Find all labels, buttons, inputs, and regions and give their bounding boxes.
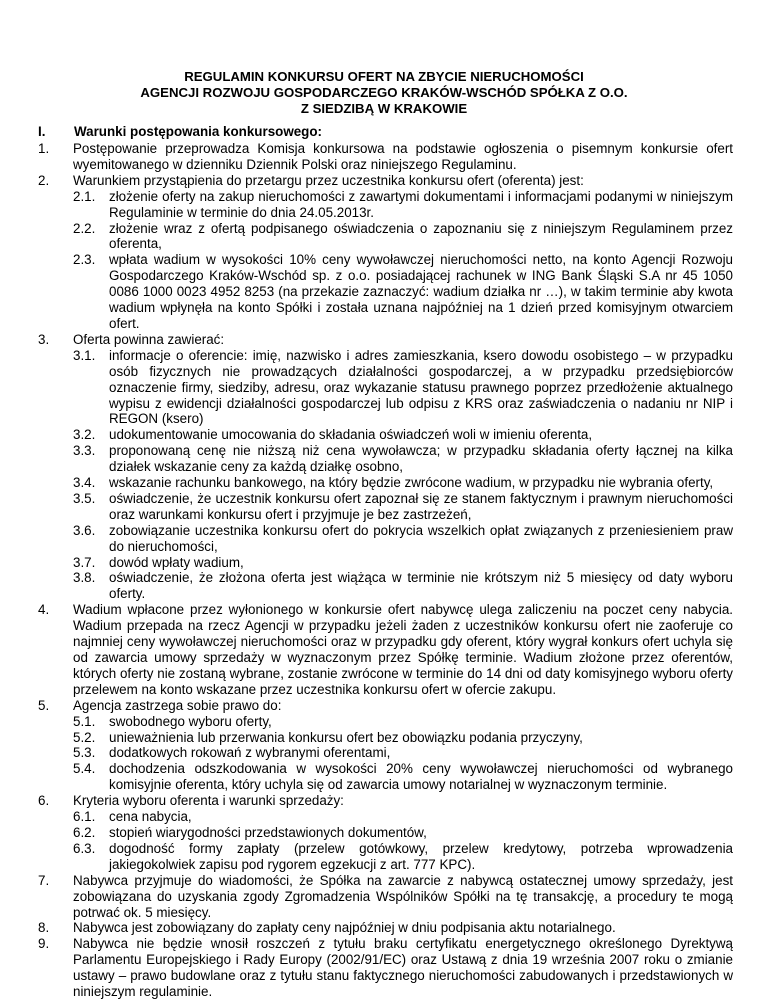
sub-list-item [73,745,733,761]
list-item-text: Nabywca przyjmuje do wiadomości, że Spółka na zawarcie z nabywcą ostatecznej umowy sprzedaży, jest zobowiązana do uzyskania zgody Zgromadzenia Wspólników Spółki na tę transakcję, a procedury te mogą potrwać ok. 5 miesięcy. [73,872,733,920]
sub-list-item [73,523,733,555]
sub-list-item [73,221,733,253]
list-item-text: Postępowanie przeprowadza Komisja konkursowa na podstawie ogłoszenia o pisemnym konkursie ofert wyemitowanego w dzienniku Dziennik Polski oraz niniejszego Regulaminu. [73,141,733,172]
sub-list-item-number: 2.3. [73,252,96,268]
sub-list-item [73,348,733,428]
list-item [38,936,733,1000]
title-line-1: REGULAMIN KONKURSU OFERT NA ZBYCIE NIERUCHOMOŚCI [184,69,584,84]
sub-list-item [73,570,733,602]
document-title [0,69,768,117]
list-item [38,141,733,173]
sub-list-item-number: 3.4. [73,475,96,491]
sub-list-item-text: złożenie wraz z ofertą podpisanego oświadczenia o zapoznaniu się z niniejszym Regulaminem przez oferenta, [109,220,733,252]
list-item-number: 4. [38,602,50,618]
sub-list-item [73,189,733,221]
title-line-2: AGENCJI ROZWOJU GOSPODARCZEGO KRAKÓW-WSCHÓD SPÓŁKA Z O.O. [140,85,628,100]
sub-list-item-number: 3.5. [73,490,96,506]
sub-list-item-text: dogodność formy zapłaty (przelew gotówkowy, przelew kredytowy, potrzeba wprowadzenia jakiegokolwiek zapisu pod rygorem egzekucji z art. 777 KPC). [109,840,733,872]
sub-list-item [73,443,733,475]
sub-list-item [73,730,733,746]
list-item-number: 2. [38,172,50,188]
sub-list-item [73,825,733,841]
sub-list-item-number: 3.1. [73,347,96,363]
list-item [38,793,733,873]
sub-list-item-number: 3.2. [73,427,96,443]
list-item [38,602,733,697]
sub-list-item-text: oświadczenie, że uczestnik konkursu ofert zapoznał się ze stanem faktycznym i prawnym nieruchomości oraz warunkami konkursu ofert i przyjmuje je bez zastrzeżeń, [109,490,733,522]
sub-list-item-number: 3.7. [73,554,96,570]
sub-list-item [73,714,733,730]
section-heading [38,124,322,140]
sub-list-item [73,555,733,571]
sub-list-item-text: proponowaną cenę nie niższą niż cena wywoławcza; w przypadku składania oferty łącznej na kilka działek wskazanie ceny za każdą działkę osobno, [109,443,733,475]
sub-list-item-text: złożenie oferty na zakup nieruchomości z zawartymi dokumentami i informacjami podanymi w niniejszym Regulaminie w terminie do dnia 24.05.2013r. [109,188,733,220]
list-item [38,873,733,921]
sub-list [73,809,733,873]
sub-list-item-text: unieważnienia lub przerwania konkursu ofert bez obowiązku podania przyczyny, [109,729,583,745]
sub-list-item-text: swobodnego wyboru oferty, [109,713,272,729]
list-item-number: 6. [38,793,50,809]
sub-list-item-number: 3.3. [73,443,96,459]
sub-list-item-text: oświadczenie, że złożona oferta jest wiążąca w terminie nie krótszym niż 5 miesięcy od daty wyboru oferty. [109,570,733,602]
list-item-number: 3. [38,331,50,347]
list-item-number: 1. [38,141,50,156]
sub-list-item-text: wpłata wadium w wysokości 10% ceny wywoławczej nieruchomości netto, na konto Agencji Rozwoju Gospodarczego Kraków-Wschód sp. z o.o. posiadającej rachunek w ING Bank Śląski S.A nr 45 1050 0086 1000 0023 4952 8253 (na przekazie zaznaczyć: wadium działka nr …), w takim terminie aby kwota wadium wpłynęła na konto Spółki i została uznana najpóźniej na 1 dzień przed komisyjnym otwarciem ofert. [109,252,733,331]
sub-list-item [73,841,733,873]
section-number: I. [38,124,46,139]
list-item-text: Kryteria wyboru oferenta i warunki sprzedaży: [73,793,344,809]
sub-list-item [73,252,733,332]
sub-list [73,348,733,603]
sub-list-item-text: informacje o oferencie: imię, nazwisko i adres zamieszkania, ksero dowodu osobistego – w przypadku osób fizycznych nie prowadzących działalności gospodarczej, a w przypadku przedsiębiorców oznaczenie firmy, siedziby, adresu, oraz wykazanie statusu prawnego poprzez przedłożenie aktualnego wypisu z ewidencji działalności gospodarczej lub odpisu z KRS oraz zaświadczenia o nadaniu nr NIP i REGON (ksero) [109,347,733,427]
list-item [38,332,733,602]
section-heading-text: Warunki postępowania konkursowego: [74,124,323,139]
sub-list-item-text: dochodzenia odszkodowania w wysokości 20% ceny wywoławczej nieruchomości od wybranego komisyjnie oferenta, który uchyla się od zawarcia umowy notarialnej w wyznaczonym terminie. [109,761,733,793]
sub-list [73,189,733,332]
list-item-text: Oferta powinna zawierać: [73,331,225,347]
sub-list-item [73,427,733,443]
list-item-text: Wadium wpłacone przez wyłonionego w konkursie ofert nabywcę ulega zaliczeniu na poczet ceny nabycia. Wadium przepada na rzecz Agencji w przypadku jeżeli żaden z uczestników konkursu ofert nie zaoferuje co najmniej ceny wywoławczej nieruchomości oraz w przypadku gdy oferent, który wygrał konkurs ofert uchyla się od zawarcia umowy sprzedaży w wyznaczonym przez Spółkę terminie. Wadium złożone przez oferentów, których oferty nie zostaną wybrane, zostanie zwrócone w terminie do 14 dni od daty komisyjnego wyboru oferty przelewem na konto wskazane przez uczestnika konkursu ofert w ofercie zakupu. [73,602,733,697]
sub-list-item-number: 6.2. [73,824,96,840]
sub-list-item [73,491,733,523]
sub-list-item-number: 3.8. [73,570,96,586]
list-item-text: Agencja zastrzega sobie prawo do: [73,697,282,713]
list-item-text: Warunkiem przystąpienia do przetargu przez uczestnika konkursu ofert (oferenta) jest: [73,172,584,188]
sub-list-item-number: 2.1. [73,188,96,204]
sub-list-item-text: dowód wpłaty wadium, [109,554,244,570]
sub-list-item [73,809,733,825]
sub-list-item [73,761,733,793]
sub-list-item-number: 6.3. [73,840,96,856]
sub-list-item-text: stopień wiarygodności przedstawionych dokumentów, [109,824,427,840]
list-item-number: 9. [38,936,50,952]
list-item [38,920,733,936]
regulation-list [38,141,733,1000]
list-item-number: 7. [38,872,50,888]
list-item [38,173,733,332]
list-item-text: Nabywca nie będzie wnosił roszczeń z tytułu braku certyfikatu energetycznego określonego Dyrektywą Parlamentu Europejskiego i Rady Europy (2002/91/EC) oraz Ustawą z dnia 19 września 2007 roku o zmianie ustawy – prawo budowlane oraz z tytułu stanu faktycznego nieruchomości zabudowanych i przedstawionych w niniejszym regulaminie. [73,936,733,1000]
sub-list-item-text: cena nabycia, [109,809,192,825]
sub-list-item-text: wskazanie rachunku bankowego, na który będzie zwrócone wadium, w przypadku nie wybrania oferty, [109,475,714,491]
sub-list-item-number: 2.2. [73,220,96,236]
sub-list-item-number: 5.2. [73,729,96,745]
sub-list-item-number: 5.4. [73,761,96,777]
sub-list-item-number: 5.1. [73,713,96,729]
sub-list-item-text: udokumentowanie umocowania do składania oświadczeń woli w imieniu oferenta, [109,427,593,443]
sub-list-item-text: zobowiązanie uczestnika konkursu ofert do pokrycia wszelkich opłat związanych z przeniesieniem praw do nieruchomości, [109,522,733,554]
sub-list-item-number: 6.1. [73,809,96,825]
sub-list-item-number: 5.3. [73,745,96,761]
sub-list-item-text: dodatkowych rokowań z wybranymi oferentami, [109,745,391,761]
title-line-3: Z SIEDZIBĄ W KRAKOWIE [300,101,468,116]
list-item-number: 8. [38,920,50,936]
sub-list-item-number: 3.6. [73,522,96,538]
list-item-text: Nabywca jest zobowiązany do zapłaty ceny najpóźniej w dniu podpisania aktu notarialnego. [73,920,616,936]
sub-list [73,714,733,794]
list-item [38,698,733,793]
list-item-number: 5. [38,697,50,713]
sub-list-item [73,475,733,491]
